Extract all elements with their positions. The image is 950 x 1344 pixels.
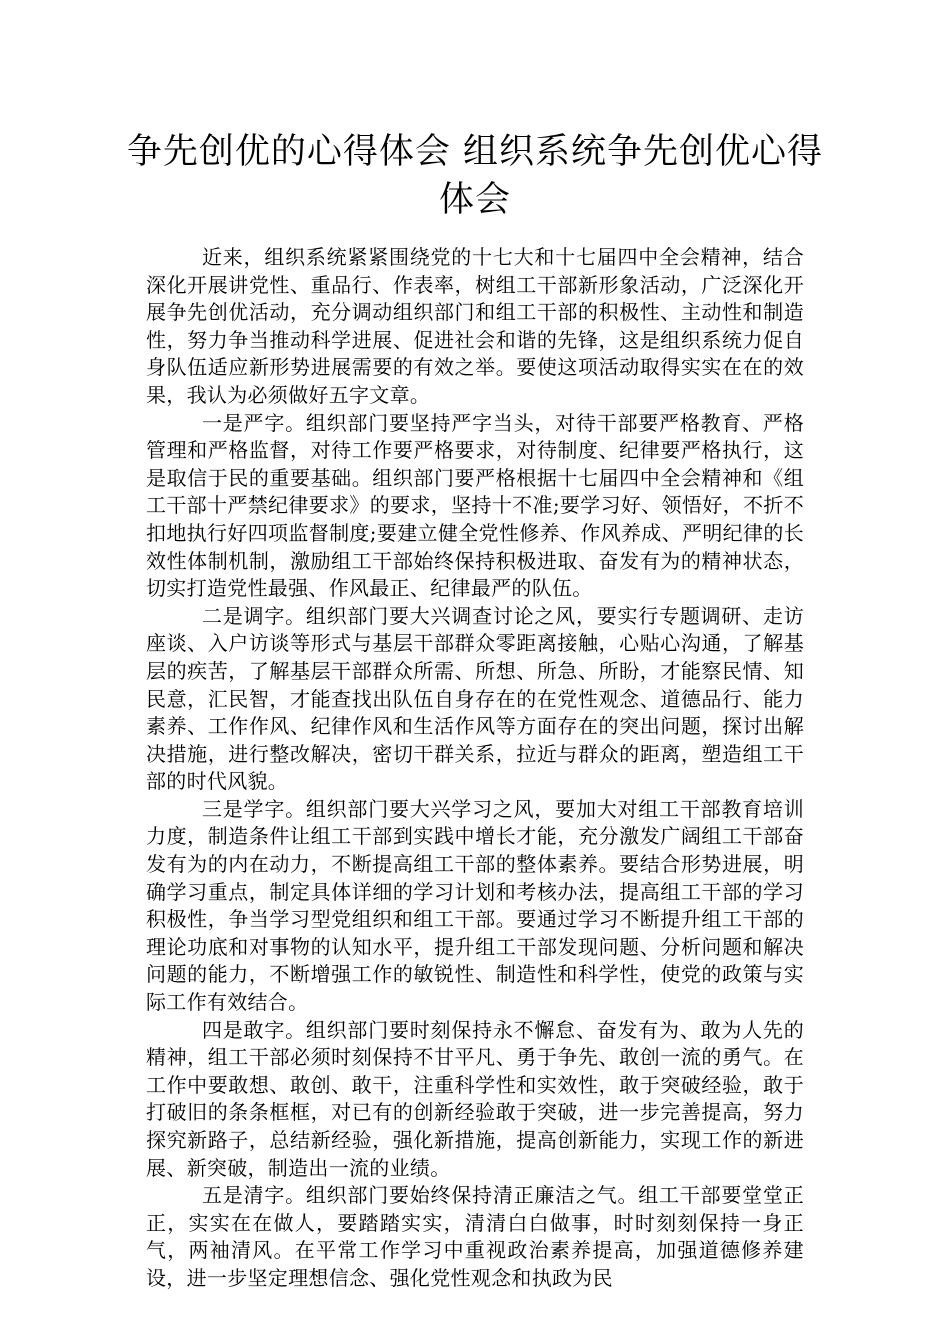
paragraph-yan: 一是严字。组织部门要坚持严字当头，对待干部要严格教育、严格管理和严格监督，对待工作要严格要求，对待制度、纪律要严格执行，这是取信于民的重要基础。组织部门要严格根据十七届四中全会精神和《组工干部十严禁纪律要求》的要求，坚持十不准;要学习好、领悟好，不折不扣地执行好四项监督制度;要建立健全党性修养、作风养成、严明纪律的长效性体制机制，激励组工干部始终保持积极进取、奋发有为的精神状态，切实打造党性最强、作风最正、纪律最严的队伍。 (146, 410, 804, 601)
paragraph-diao: 二是调字。组织部门要大兴调查讨论之风，要实行专题调研、走访座谈、入户访谈等形式与基层干部群众零距离接触，心贴心沟通，了解基层的疾苦，了解基层干部群众所需、所想、所急、所盼，才能察民情、知民意，汇民智，才能查找出队伍自身存在的在党性观念、道德品行、能力素养、工作作风、纪律作风和生活作风等方面存在的突出问题，探讨出解决措施，进行整改解决，密切干群关系，拉近与群众的距离，塑造组工干部的时代风貌。 (146, 603, 804, 794)
document-title: 争先创优的心得体会 组织系统争先创优心得体会 (126, 132, 824, 220)
paragraph-intro: 近来，组织系统紧紧围绕党的十七大和十七届四中全会精神，结合深化开展讲党性、重品行、作表率，树组工干部新形象活动，广泛深化开展争先创优活动，充分调动组织部门和组工干部的积极性、主动性和制造性，努力争当推动科学进展、促进社会和谐的先锋，这是组织系统力促自身队伍适应新形势进展需要的有效之举。要使这项活动取得实实在在的效果，我认为必须做好五字文章。 (146, 245, 804, 407)
paragraph-gan: 四是敢字。组织部门要时刻保持永不懈怠、奋发有为、敢为人先的精神，组工干部必须时刻保持不甘平凡、勇于争先、敢创一流的勇气。在工作中要敢想、敢创、敢干，注重科学性和实效性，敢于突破经验，敢于打破旧的条条框框，对已有的创新经验敢于突破，进一步完善提高，努力探究新路子，总结新经验，强化新措施，提高创新能力，实现工作的新进展、新突破，制造出一流的业绩。 (146, 1017, 804, 1180)
paragraph-xue: 三是学字。组织部门要大兴学习之风，要加大对组工干部教育培训力度，制造条件让组工干部到实践中增长才能，充分激发广阔组工干部奋发有为的内在动力，不断提高组工干部的整体素养。要结合形势进展，明确学习重点，制定具体详细的学习计划和考核办法，提高组工干部的学习积极性，争当学习型党组织和组工干部。要通过学习不断提升组工干部的理论功底和对事物的认知水平，提升组工干部发现问题、分析问题和解决问题的能力，不断增强工作的敏锐性、制造性和科学性，使党的政策与实际工作有效结合。 (146, 796, 804, 1015)
paragraph-qing: 五是清字。组织部门要始终保持清正廉洁之气。组工干部要堂堂正正，实实在在做人，要踏踏实实，清清白白做事，时时刻刻保持一身正气，两袖清风。在平常工作学习中重视政治素养提高，加强道德修养建设，进一步坚定理想信念、强化党性观念和执政为民 (146, 1183, 804, 1290)
document-body (146, 244, 804, 1293)
